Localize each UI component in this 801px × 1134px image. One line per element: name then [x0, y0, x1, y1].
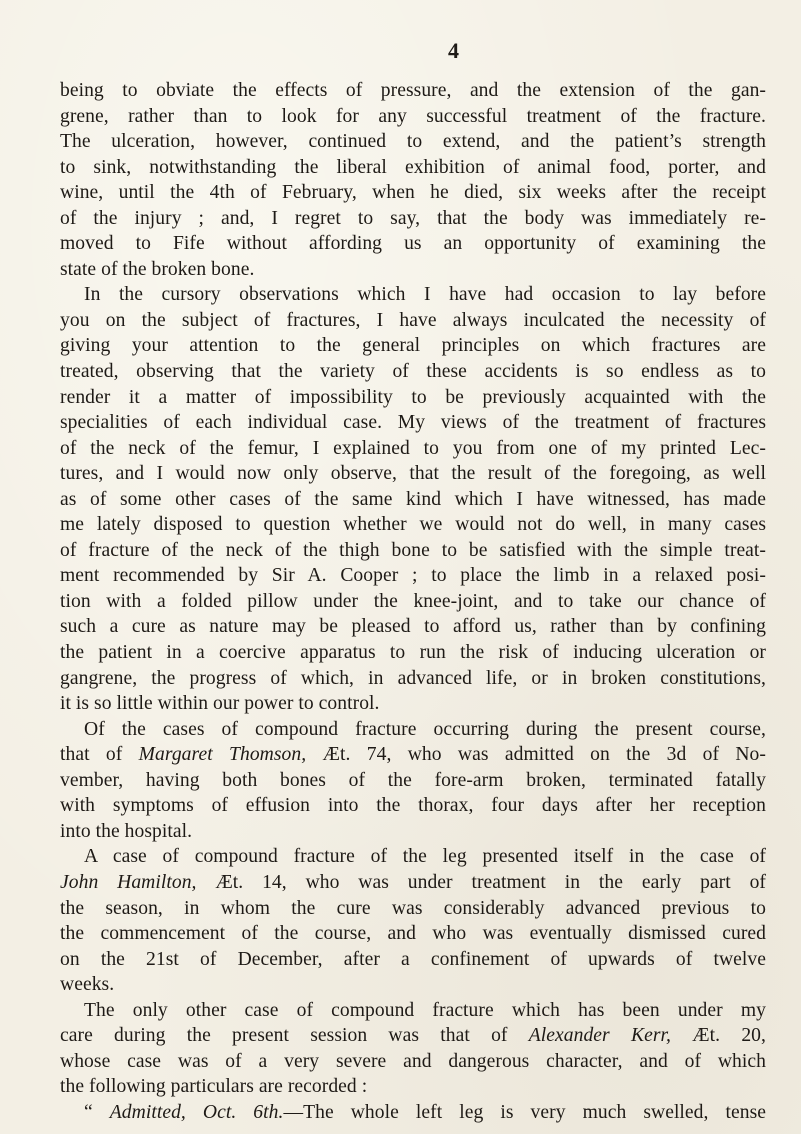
text-line	[60, 333, 766, 359]
text-segment: being to obviate the effects of pressure, and the extension of the gan-	[60, 80, 766, 101]
text-segment: on the 21st of December, after a confinement of upwards of twelve	[60, 948, 766, 970]
text-segment: of the injury ; and, I regret to say, that the body was immediately re-	[60, 207, 766, 229]
text-segment: Of the cases of compound fracture occurring during the present course,	[84, 718, 766, 740]
text-line	[60, 206, 766, 232]
text-line	[60, 512, 766, 538]
text-segment: into the hospital.	[60, 820, 193, 842]
text-segment: the commencement of the course, and who was eventually dismissed cured	[60, 923, 766, 945]
text-line	[60, 155, 766, 181]
text-segment: to sink, notwithstanding the liberal exhibition of animal food, porter, and	[60, 156, 766, 178]
text-line	[60, 844, 766, 870]
text-line	[60, 589, 766, 615]
text-segment: me lately disposed to question whether we would not do well, in many cases	[60, 514, 766, 536]
text-segment: —The whole left leg is very much swelled, tense	[283, 1101, 767, 1123]
text-line	[60, 614, 766, 640]
text-segment: whose case was of a very severe and dangerous character, and of which	[60, 1050, 766, 1072]
text-line	[60, 538, 766, 564]
text-segment: the patient in a coercive apparatus to run the risk of inducing ulceration or	[60, 642, 766, 664]
text-line	[60, 1074, 766, 1100]
text-segment: moved to Fife without affording us an opportunity of examining the	[60, 233, 766, 255]
text-line	[60, 666, 766, 692]
text-segment: grene, rather than to look for any successful treatment of the fracture.	[60, 105, 766, 127]
text-segment: with symptoms of effusion into the thorax, four days after her reception	[60, 795, 766, 817]
body-text	[60, 78, 766, 1125]
text-segment: the season, in whom the cure was considerably advanced previous to	[60, 897, 766, 919]
text-line	[60, 257, 766, 283]
text-segment: In the cursory observations which I have had occasion to lay before	[84, 284, 766, 306]
text-segment: Æt. 74, who was admitted on the 3d of No-	[306, 744, 766, 766]
text-line	[60, 1049, 766, 1075]
text-line	[60, 972, 766, 998]
text-segment: you on the subject of fractures, I have always inculcated the necessity of	[60, 309, 766, 331]
text-line	[60, 870, 766, 896]
text-line	[60, 1100, 766, 1126]
text-line	[60, 896, 766, 922]
text-segment: tures, and I would now only observe, that the result of the foregoing, as well	[60, 463, 766, 485]
text-line	[60, 436, 766, 462]
text-line	[60, 793, 766, 819]
text-segment: “	[84, 1101, 110, 1123]
text-line	[60, 742, 766, 768]
text-line	[60, 947, 766, 973]
text-line	[60, 78, 766, 104]
text-segment: A case of compound fracture of the leg presented itself in the case of	[84, 846, 766, 868]
text-segment: render it a matter of impossibility to be previously acquainted with the	[60, 386, 766, 408]
text-line	[60, 231, 766, 257]
text-segment: gangrene, the progress of which, in advanced life, or in broken constitutions,	[60, 667, 766, 689]
italic-name: Alexander Kerr,	[528, 1025, 671, 1047]
text-segment: such a cure as nature may be pleased to afford us, rather than by confining	[60, 616, 766, 638]
text-line	[60, 691, 766, 717]
text-line	[60, 308, 766, 334]
italic-name: Admitted, Oct. 6th.	[109, 1101, 284, 1123]
text-segment: Æt. 14, who was under treatment in the early part of	[196, 871, 766, 893]
text-segment: The only other case of compound fracture which has been under my	[84, 999, 766, 1021]
text-segment: treated, observing that the variety of these accidents is so endless as to	[60, 361, 766, 383]
text-line	[60, 104, 766, 130]
text-segment: wine, until the 4th of February, when he died, six weeks after the receipt	[60, 182, 766, 204]
text-segment: as of some other cases of the same kind which I have witnessed, has made	[60, 488, 766, 510]
text-segment: the following particulars are recorded :	[60, 1076, 368, 1098]
page-number: 4	[448, 38, 459, 63]
text-line	[60, 282, 766, 308]
text-segment: of the neck of the femur, I explained to you from one of my printed Lec-	[60, 437, 766, 459]
text-line	[60, 819, 766, 845]
text-segment: ment recommended by Sir A. Cooper ; to place the limb in a relaxed posi-	[60, 565, 766, 587]
text-segment: care during the present session was that of	[60, 1025, 529, 1047]
text-segment: weeks.	[60, 974, 115, 996]
italic-name: John Hamilton,	[60, 871, 197, 893]
text-segment: giving your attention to the general principles on which fractures are	[60, 335, 766, 357]
text-segment: specialities of each individual case. My views of the treatment of fractures	[60, 412, 766, 434]
text-line	[60, 180, 766, 206]
text-segment: state of the broken bone.	[60, 258, 255, 280]
text-line	[60, 385, 766, 411]
text-segment: of fracture of the neck of the thigh bone to be satisfied with the simple treat-	[60, 539, 766, 561]
text-line	[60, 998, 766, 1024]
text-line	[60, 129, 766, 155]
text-line	[60, 563, 766, 589]
text-segment: tion with a folded pillow under the knee-joint, and to take our chance of	[60, 590, 766, 612]
text-line	[60, 640, 766, 666]
text-line	[60, 487, 766, 513]
text-line	[60, 359, 766, 385]
text-segment: it is so little within our power to control.	[60, 693, 380, 715]
text-segment: Æt. 20,	[670, 1025, 766, 1047]
text-line	[60, 717, 766, 743]
text-line	[60, 921, 766, 947]
text-line	[60, 768, 766, 794]
text-line	[60, 1023, 766, 1049]
text-line	[60, 461, 766, 487]
text-segment: The ulceration, however, continued to extend, and the patient’s strength	[60, 131, 766, 153]
text-segment: vember, having both bones of the fore-arm broken, terminated fatally	[60, 769, 766, 791]
text-line	[60, 410, 766, 436]
text-segment: that of	[60, 744, 139, 766]
italic-name: Margaret Thomson,	[138, 744, 307, 766]
